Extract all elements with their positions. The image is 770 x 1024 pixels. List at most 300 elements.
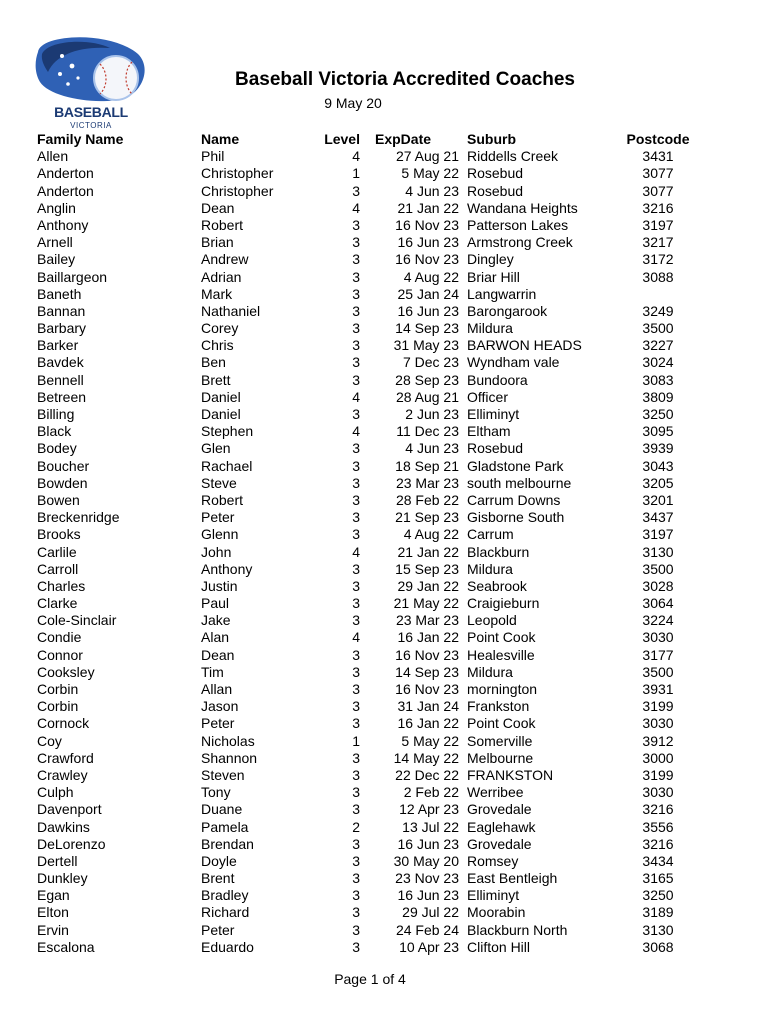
suburb-cell: Romsey	[467, 852, 519, 869]
expdate-cell: 14 Sep 23	[395, 663, 459, 680]
expdate-cell: 10 Apr 23	[399, 938, 459, 955]
postcode-cell: 3199	[642, 698, 674, 715]
level-cell: 1	[352, 732, 360, 749]
table-row	[0, 165, 770, 182]
suburb-cell: Gladstone Park	[467, 457, 564, 474]
level-cell: 3	[352, 698, 360, 715]
table-row	[0, 612, 770, 629]
table-row	[0, 475, 770, 492]
name-cell: Andrew	[201, 251, 249, 268]
table-row	[0, 733, 770, 750]
document-date: 9 May 20	[324, 95, 382, 111]
family-name-cell: Anthony	[37, 216, 89, 233]
table-row	[0, 870, 770, 887]
column-header-postcode: Postcode	[626, 131, 690, 147]
column-header-suburb: Suburb	[467, 131, 516, 147]
expdate-cell: 18 Sep 21	[395, 457, 459, 474]
level-cell: 3	[352, 354, 360, 371]
level-cell: 3	[352, 577, 360, 594]
level-cell: 3	[352, 371, 360, 388]
name-cell: Jake	[201, 612, 231, 629]
postcode-cell: 3931	[642, 681, 674, 697]
level-cell: 3	[352, 887, 360, 904]
suburb-cell: Carrum Downs	[467, 491, 561, 508]
suburb-cell: BARWON HEADS	[467, 337, 582, 354]
level-cell: 3	[352, 784, 360, 801]
family-name-cell: Anderton	[37, 165, 94, 182]
postcode-cell: 3130	[642, 921, 674, 938]
name-cell: Glen	[201, 440, 231, 457]
table-row	[0, 715, 770, 732]
expdate-cell: 11 Dec 23	[396, 423, 459, 440]
suburb-cell: FRANKSTON	[467, 766, 554, 783]
postcode-cell: 3077	[642, 165, 674, 182]
family-name-cell: Egan	[37, 887, 70, 904]
name-cell: Chris	[201, 337, 234, 354]
level-cell: 4	[352, 629, 360, 646]
postcode-cell: 3249	[642, 302, 674, 319]
family-name-cell: Ervin	[37, 921, 69, 938]
family-name-cell: Corbin	[37, 698, 79, 715]
name-cell: Christopher	[201, 165, 274, 182]
postcode-cell: 3250	[642, 887, 674, 904]
name-cell: Paul	[201, 595, 230, 612]
table-row	[0, 664, 770, 681]
postcode-cell: 3434	[642, 852, 674, 869]
table-row	[0, 836, 770, 853]
level-cell: 3	[352, 595, 360, 612]
suburb-cell: Moorabin	[467, 904, 526, 921]
expdate-cell: 2 Jun 23	[405, 406, 459, 422]
table-header-row	[0, 131, 770, 148]
family-name-cell: Barker	[37, 337, 79, 354]
postcode-cell: 3177	[642, 646, 674, 663]
name-cell: Robert	[201, 216, 244, 233]
postcode-cell: 3912	[642, 732, 674, 749]
expdate-cell: 28 Feb 22	[395, 491, 459, 508]
table-row	[0, 681, 770, 698]
expdate-cell: 29 Jan 22	[397, 577, 459, 594]
family-name-cell: Bowden	[37, 474, 88, 491]
family-name-cell: Barbary	[37, 320, 87, 337]
suburb-cell: Craigieburn	[467, 595, 540, 612]
postcode-cell: 3064	[642, 595, 674, 612]
suburb-cell: Grovedale	[467, 801, 532, 818]
level-cell: 4	[352, 148, 360, 165]
name-cell: Steven	[201, 766, 245, 783]
expdate-cell: 23 Mar 23	[395, 612, 459, 629]
name-cell: Christopher	[201, 182, 274, 199]
name-cell: Brent	[201, 870, 235, 887]
family-name-cell: Bannan	[37, 302, 86, 319]
expdate-cell: 16 Jun 23	[397, 234, 459, 251]
suburb-cell: Point Cook	[467, 715, 536, 732]
expdate-cell: 5 May 22	[401, 732, 459, 749]
expdate-cell: 14 Sep 23	[395, 320, 459, 337]
table-row	[0, 200, 770, 217]
table-row	[0, 286, 770, 303]
family-name-cell: DeLorenzo	[37, 835, 106, 852]
table-row	[0, 561, 770, 578]
name-cell: Brendan	[201, 835, 254, 852]
family-name-cell: Betreen	[37, 388, 87, 405]
expdate-cell: 21 May 22	[393, 595, 459, 612]
level-cell: 3	[352, 440, 360, 457]
family-name-cell: Anderton	[37, 182, 94, 199]
name-cell: Shannon	[201, 749, 258, 766]
level-cell: 4	[352, 388, 360, 405]
level-cell: 4	[352, 423, 360, 440]
table-row	[0, 269, 770, 286]
family-name-cell: Crawley	[37, 766, 88, 783]
expdate-cell: 5 May 22	[401, 165, 459, 182]
postcode-cell: 3189	[642, 904, 674, 921]
expdate-cell: 16 Nov 23	[395, 646, 459, 663]
table-row	[0, 853, 770, 870]
table-row	[0, 647, 770, 664]
suburb-cell: Armstrong Creek	[467, 234, 573, 251]
expdate-cell: 16 Jun 23	[397, 835, 459, 852]
postcode-cell: 3809	[642, 388, 674, 405]
suburb-cell: Carrum	[467, 526, 514, 543]
name-cell: Duane	[201, 801, 243, 818]
table-row	[0, 234, 770, 251]
postcode-cell: 3500	[642, 663, 674, 680]
level-cell: 3	[352, 938, 360, 955]
family-name-cell: Davenport	[37, 801, 102, 818]
family-name-cell: Carroll	[37, 560, 79, 577]
level-cell: 3	[352, 681, 360, 697]
expdate-cell: 16 Jan 22	[397, 629, 459, 646]
name-cell: John	[201, 543, 232, 560]
family-name-cell: Corbin	[37, 681, 79, 697]
level-cell: 3	[352, 560, 360, 577]
name-cell: Daniel	[201, 406, 241, 422]
table-row	[0, 939, 770, 956]
document-title: Baseball Victoria Accredited Coaches	[234, 69, 576, 90]
table-row	[0, 544, 770, 561]
suburb-cell: Patterson Lakes	[467, 216, 569, 233]
postcode-cell: 3201	[642, 491, 674, 508]
suburb-cell: Langwarrin	[467, 285, 537, 302]
postcode-cell: 3437	[642, 509, 674, 526]
postcode-cell: 3028	[642, 577, 674, 594]
family-name-cell: Baillargeon	[37, 268, 108, 285]
suburb-cell: south melbourne	[467, 474, 572, 491]
level-cell: 3	[352, 406, 360, 422]
name-cell: Stephen	[201, 423, 254, 440]
baseball-victoria-logo	[30, 32, 152, 132]
family-name-cell: Cole-Sinclair	[37, 612, 117, 629]
suburb-cell: Point Cook	[467, 629, 536, 646]
postcode-cell: 3043	[642, 457, 674, 474]
name-cell: Allan	[201, 681, 233, 697]
expdate-cell: 13 Jul 22	[402, 818, 459, 835]
expdate-cell: 31 Jan 24	[397, 698, 459, 715]
postcode-cell: 3556	[642, 818, 674, 835]
level-cell: 3	[352, 663, 360, 680]
suburb-cell: Officer	[467, 388, 508, 405]
expdate-cell: 16 Jun 23	[397, 302, 459, 319]
name-cell: Peter	[201, 715, 235, 732]
expdate-cell: 4 Jun 23	[405, 182, 459, 199]
name-cell: Peter	[201, 921, 235, 938]
column-header-level: Level	[324, 131, 360, 147]
level-cell: 4	[352, 543, 360, 560]
level-cell: 3	[352, 646, 360, 663]
table-row	[0, 819, 770, 836]
expdate-cell: 7 Dec 23	[402, 354, 459, 371]
expdate-cell: 28 Sep 23	[395, 371, 459, 388]
table-row	[0, 354, 770, 371]
column-header-family-name: Family Name	[37, 131, 124, 147]
family-name-cell: Dertell	[37, 852, 78, 869]
level-cell: 3	[352, 285, 360, 302]
table-body	[0, 148, 770, 956]
name-cell: Anthony	[201, 560, 253, 577]
expdate-cell: 4 Aug 22	[403, 268, 459, 285]
postcode-cell: 3500	[642, 320, 674, 337]
level-cell: 3	[352, 216, 360, 233]
table-row	[0, 217, 770, 234]
table-row	[0, 887, 770, 904]
postcode-cell: 3216	[642, 199, 674, 216]
level-cell: 2	[352, 818, 360, 835]
name-cell: Brett	[201, 371, 231, 388]
suburb-cell: Barongarook	[467, 302, 548, 319]
expdate-cell: 30 May 20	[393, 852, 459, 869]
name-cell: Rachael	[201, 457, 253, 474]
family-name-cell: Coy	[37, 732, 62, 749]
family-name-cell: Arnell	[37, 234, 73, 251]
table-row	[0, 698, 770, 715]
suburb-cell: Mildura	[467, 560, 513, 577]
postcode-cell: 3197	[642, 216, 674, 233]
name-cell: Jason	[201, 698, 239, 715]
family-name-cell: Escalona	[37, 938, 95, 955]
expdate-cell: 24 Feb 24	[395, 921, 459, 938]
level-cell: 3	[352, 251, 360, 268]
table-row	[0, 183, 770, 200]
family-name-cell: Black	[37, 423, 72, 440]
suburb-cell: Healesville	[467, 646, 535, 663]
level-cell: 3	[352, 268, 360, 285]
postcode-cell: 3000	[642, 749, 674, 766]
suburb-cell: Dingley	[467, 251, 514, 268]
level-cell: 3	[352, 612, 360, 629]
family-name-cell: Bowen	[37, 491, 80, 508]
suburb-cell: Blackburn	[467, 543, 530, 560]
family-name-cell: Culph	[37, 784, 74, 801]
name-cell: Phil	[201, 148, 225, 165]
level-cell: 3	[352, 715, 360, 732]
name-cell: Ben	[201, 354, 226, 371]
suburb-cell: Elliminyt	[467, 406, 520, 422]
name-cell: Robert	[201, 491, 244, 508]
suburb-cell: mornington	[467, 681, 538, 697]
family-name-cell: Connor	[37, 646, 83, 663]
expdate-cell: 4 Aug 22	[403, 526, 459, 543]
family-name-cell: Brooks	[37, 526, 81, 543]
expdate-cell: 16 Nov 23	[395, 251, 459, 268]
table-row	[0, 337, 770, 354]
suburb-cell: Clifton Hill	[467, 938, 531, 955]
suburb-cell: Rosebud	[467, 440, 524, 457]
expdate-cell: 21 Sep 23	[395, 509, 459, 526]
expdate-cell: 4 Jun 23	[405, 440, 459, 457]
table-row	[0, 750, 770, 767]
family-name-cell: Cooksley	[37, 663, 95, 680]
level-cell: 4	[352, 199, 360, 216]
table-row	[0, 148, 770, 165]
expdate-cell: 16 Jan 22	[397, 715, 459, 732]
postcode-cell: 3024	[642, 354, 674, 371]
expdate-cell: 23 Mar 23	[395, 474, 459, 491]
expdate-cell: 29 Jul 22	[402, 904, 459, 921]
name-cell: Nathaniel	[201, 302, 261, 319]
level-cell: 1	[352, 165, 360, 182]
expdate-cell: 23 Nov 23	[395, 870, 459, 887]
name-cell: Bradley	[201, 887, 249, 904]
postcode-cell: 3068	[642, 938, 674, 955]
suburb-cell: Frankston	[467, 698, 530, 715]
table-row	[0, 922, 770, 939]
table-row	[0, 458, 770, 475]
level-cell: 3	[352, 801, 360, 818]
expdate-cell: 2 Feb 22	[403, 784, 459, 801]
suburb-cell: Rosebud	[467, 182, 524, 199]
postcode-cell: 3172	[642, 251, 674, 268]
expdate-cell: 15 Sep 23	[395, 560, 459, 577]
table-row	[0, 440, 770, 457]
baseball-logo-icon	[30, 32, 152, 106]
postcode-cell: 3217	[642, 234, 674, 251]
suburb-cell: Grovedale	[467, 835, 532, 852]
postcode-cell: 3130	[642, 543, 674, 560]
suburb-cell: Rosebud	[467, 165, 524, 182]
level-cell: 3	[352, 320, 360, 337]
level-cell: 3	[352, 491, 360, 508]
table-row	[0, 526, 770, 543]
expdate-cell: 31 May 23	[393, 337, 459, 354]
name-cell: Glenn	[201, 526, 239, 543]
level-cell: 3	[352, 526, 360, 543]
postcode-cell: 3500	[642, 560, 674, 577]
level-cell: 3	[352, 852, 360, 869]
suburb-cell: Briar Hill	[467, 268, 520, 285]
level-cell: 3	[352, 904, 360, 921]
table-row	[0, 372, 770, 389]
table-row	[0, 303, 770, 320]
suburb-cell: Melbourne	[467, 749, 534, 766]
expdate-cell: 28 Aug 21	[395, 388, 459, 405]
family-name-cell: Allen	[37, 148, 69, 165]
postcode-cell: 3197	[642, 526, 674, 543]
postcode-cell: 3199	[642, 766, 674, 783]
family-name-cell: Breckenridge	[37, 509, 120, 526]
name-cell: Nicholas	[201, 732, 255, 749]
family-name-cell: Bailey	[37, 251, 76, 268]
expdate-cell: 16 Jun 23	[397, 887, 459, 904]
expdate-cell: 16 Nov 23	[395, 681, 459, 697]
postcode-cell: 3227	[642, 337, 674, 354]
name-cell: Alan	[201, 629, 230, 646]
postcode-cell: 3030	[642, 784, 674, 801]
postcode-cell: 3030	[642, 629, 674, 646]
family-name-cell: Boucher	[37, 457, 90, 474]
postcode-cell: 3030	[642, 715, 674, 732]
family-name-cell: Dunkley	[37, 870, 88, 887]
level-cell: 3	[352, 302, 360, 319]
postcode-cell: 3083	[642, 371, 674, 388]
page-number: Page 1 of 4	[334, 971, 406, 987]
postcode-cell: 3216	[642, 835, 674, 852]
name-cell: Tim	[201, 663, 224, 680]
postcode-cell: 3939	[642, 440, 674, 457]
postcode-cell: 3088	[642, 268, 674, 285]
name-cell: Tony	[201, 784, 231, 801]
suburb-cell: Riddells Creek	[467, 148, 559, 165]
name-cell: Daniel	[201, 388, 241, 405]
name-cell: Dean	[201, 646, 235, 663]
level-cell: 3	[352, 749, 360, 766]
suburb-cell: Seabrook	[467, 577, 527, 594]
suburb-cell: Mildura	[467, 320, 513, 337]
suburb-cell: Wyndham vale	[467, 354, 560, 371]
level-cell: 3	[352, 766, 360, 783]
level-cell: 3	[352, 870, 360, 887]
family-name-cell: Cornock	[37, 715, 90, 732]
expdate-cell: 22 Dec 22	[395, 766, 459, 783]
family-name-cell: Anglin	[37, 199, 76, 216]
level-cell: 3	[352, 234, 360, 251]
name-cell: Mark	[201, 285, 233, 302]
family-name-cell: Clarke	[37, 595, 78, 612]
table-row	[0, 578, 770, 595]
table-row	[0, 423, 770, 440]
postcode-cell: 3205	[642, 474, 674, 491]
table-row	[0, 492, 770, 509]
family-name-cell: Crawford	[37, 749, 94, 766]
table-row	[0, 801, 770, 818]
column-header-expdate: ExpDate	[375, 131, 432, 147]
logo-text: BASEBALL	[54, 104, 128, 120]
table-row	[0, 320, 770, 337]
table-row	[0, 251, 770, 268]
suburb-cell: Elliminyt	[467, 887, 520, 904]
family-name-cell: Dawkins	[37, 818, 90, 835]
expdate-cell: 14 May 22	[393, 749, 459, 766]
expdate-cell: 27 Aug 21	[395, 148, 459, 165]
table-row	[0, 595, 770, 612]
suburb-cell: Werribee	[467, 784, 524, 801]
name-cell: Eduardo	[201, 938, 254, 955]
table-row	[0, 389, 770, 406]
suburb-cell: Mildura	[467, 663, 513, 680]
coaches-table	[0, 131, 770, 956]
table-row	[0, 767, 770, 784]
name-cell: Adrian	[201, 268, 242, 285]
suburb-cell: Leopold	[467, 612, 517, 629]
logo-subtext: VICTORIA	[70, 121, 112, 130]
postcode-cell: 3431	[642, 148, 674, 165]
postcode-cell: 3095	[642, 423, 674, 440]
name-cell: Doyle	[201, 852, 237, 869]
expdate-cell: 16 Nov 23	[395, 216, 459, 233]
postcode-cell: 3216	[642, 801, 674, 818]
level-cell: 3	[352, 835, 360, 852]
family-name-cell: Condie	[37, 629, 82, 646]
